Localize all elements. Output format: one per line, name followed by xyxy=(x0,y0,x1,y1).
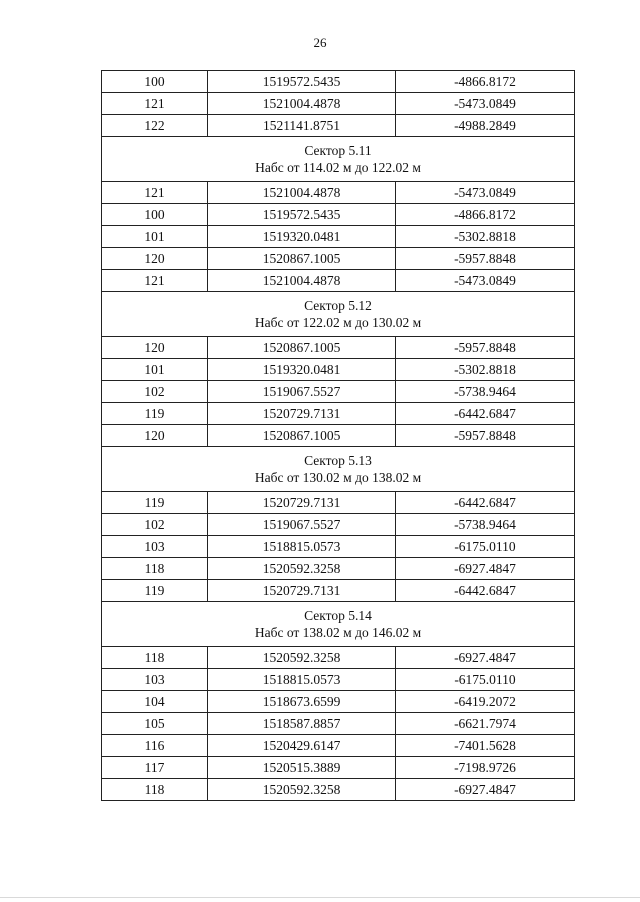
sector-height-range: Набс от 122.02 м до 130.02 м xyxy=(254,315,422,330)
y-coordinate-cell: -5957.8848 xyxy=(396,425,575,447)
scan-edge-line xyxy=(0,897,640,898)
table-row xyxy=(102,71,575,93)
x-coordinate-cell: 1520867.1005 xyxy=(208,425,396,447)
table-row xyxy=(102,226,575,248)
table-row xyxy=(102,536,575,558)
sector-header-cell xyxy=(102,447,575,492)
point-number-cell: 118 xyxy=(102,647,208,669)
x-coordinate-cell: 1520515.3889 xyxy=(208,757,396,779)
x-coordinate-cell: 1518673.6599 xyxy=(208,691,396,713)
sector-title: Сектор 5.12 xyxy=(304,298,372,313)
point-number-cell: 105 xyxy=(102,713,208,735)
coordinates-table-body xyxy=(102,71,575,801)
sector-height-range: Набс от 130.02 м до 138.02 м xyxy=(254,470,422,485)
point-number-cell: 100 xyxy=(102,204,208,226)
sector-height-range: Набс от 138.02 м до 146.02 м xyxy=(254,625,422,640)
sector-header-cell xyxy=(102,137,575,182)
x-coordinate-cell: 1519067.5527 xyxy=(208,514,396,536)
y-coordinate-cell: -5302.8818 xyxy=(396,226,575,248)
y-coordinate-cell: -5738.9464 xyxy=(396,381,575,403)
table-row xyxy=(102,359,575,381)
y-coordinate-cell: -5473.0849 xyxy=(396,182,575,204)
y-coordinate-cell: -6927.4847 xyxy=(396,779,575,801)
point-number-cell: 120 xyxy=(102,337,208,359)
point-number-cell: 122 xyxy=(102,115,208,137)
point-number-cell: 102 xyxy=(102,514,208,536)
sector-header-cell xyxy=(102,602,575,647)
x-coordinate-cell: 1520867.1005 xyxy=(208,248,396,270)
point-number-cell: 117 xyxy=(102,757,208,779)
y-coordinate-cell: -5957.8848 xyxy=(396,337,575,359)
y-coordinate-cell: -4866.8172 xyxy=(396,71,575,93)
x-coordinate-cell: 1521004.4878 xyxy=(208,93,396,115)
table-row xyxy=(102,580,575,602)
table-row xyxy=(102,514,575,536)
sector-title: Сектор 5.14 xyxy=(304,608,372,623)
point-number-cell: 119 xyxy=(102,492,208,514)
point-number-cell: 100 xyxy=(102,71,208,93)
sector-header-cell xyxy=(102,292,575,337)
table-row xyxy=(102,558,575,580)
y-coordinate-cell: -5473.0849 xyxy=(396,93,575,115)
x-coordinate-cell: 1519320.0481 xyxy=(208,226,396,248)
y-coordinate-cell: -6175.0110 xyxy=(396,669,575,691)
point-number-cell: 101 xyxy=(102,359,208,381)
y-coordinate-cell: -5957.8848 xyxy=(396,248,575,270)
table-row xyxy=(102,779,575,801)
y-coordinate-cell: -5738.9464 xyxy=(396,514,575,536)
x-coordinate-cell: 1521141.8751 xyxy=(208,115,396,137)
y-coordinate-cell: -6621.7974 xyxy=(396,713,575,735)
point-number-cell: 120 xyxy=(102,248,208,270)
table-row xyxy=(102,204,575,226)
sector-header-row xyxy=(102,447,575,492)
table-row xyxy=(102,337,575,359)
x-coordinate-cell: 1520729.7131 xyxy=(208,492,396,514)
y-coordinate-cell: -6175.0110 xyxy=(396,536,575,558)
x-coordinate-cell: 1519572.5435 xyxy=(208,204,396,226)
x-coordinate-cell: 1520729.7131 xyxy=(208,580,396,602)
table-row xyxy=(102,182,575,204)
point-number-cell: 121 xyxy=(102,182,208,204)
table-row xyxy=(102,757,575,779)
x-coordinate-cell: 1520592.3258 xyxy=(208,647,396,669)
sector-height-range: Набс от 114.02 м до 122.02 м xyxy=(255,160,421,175)
table-row xyxy=(102,248,575,270)
x-coordinate-cell: 1521004.4878 xyxy=(208,270,396,292)
sector-header-row xyxy=(102,137,575,182)
table-row xyxy=(102,691,575,713)
coordinates-table xyxy=(101,70,575,801)
y-coordinate-cell: -6927.4847 xyxy=(396,558,575,580)
table-row xyxy=(102,735,575,757)
point-number-cell: 102 xyxy=(102,381,208,403)
point-number-cell: 119 xyxy=(102,403,208,425)
sector-title: Сектор 5.11 xyxy=(304,143,372,158)
sector-header-row xyxy=(102,292,575,337)
sector-header-row xyxy=(102,602,575,647)
y-coordinate-cell: -6419.2072 xyxy=(396,691,575,713)
x-coordinate-cell: 1519572.5435 xyxy=(208,71,396,93)
y-coordinate-cell: -5302.8818 xyxy=(396,359,575,381)
table-row xyxy=(102,93,575,115)
point-number-cell: 104 xyxy=(102,691,208,713)
table-row xyxy=(102,381,575,403)
table-row xyxy=(102,115,575,137)
x-coordinate-cell: 1520592.3258 xyxy=(208,558,396,580)
point-number-cell: 119 xyxy=(102,580,208,602)
point-number-cell: 121 xyxy=(102,270,208,292)
x-coordinate-cell: 1520592.3258 xyxy=(208,779,396,801)
x-coordinate-cell: 1518587.8857 xyxy=(208,713,396,735)
y-coordinate-cell: -4866.8172 xyxy=(396,204,575,226)
y-coordinate-cell: -5473.0849 xyxy=(396,270,575,292)
table-row xyxy=(102,492,575,514)
x-coordinate-cell: 1519067.5527 xyxy=(208,381,396,403)
table-row xyxy=(102,713,575,735)
x-coordinate-cell: 1521004.4878 xyxy=(208,182,396,204)
y-coordinate-cell: -6927.4847 xyxy=(396,647,575,669)
table-row xyxy=(102,669,575,691)
point-number-cell: 118 xyxy=(102,558,208,580)
point-number-cell: 101 xyxy=(102,226,208,248)
point-number-cell: 120 xyxy=(102,425,208,447)
point-number-cell: 103 xyxy=(102,536,208,558)
point-number-cell: 103 xyxy=(102,669,208,691)
x-coordinate-cell: 1520429.6147 xyxy=(208,735,396,757)
x-coordinate-cell: 1519320.0481 xyxy=(208,359,396,381)
x-coordinate-cell: 1520729.7131 xyxy=(208,403,396,425)
y-coordinate-cell: -4988.2849 xyxy=(396,115,575,137)
x-coordinate-cell: 1518815.0573 xyxy=(208,669,396,691)
y-coordinate-cell: -6442.6847 xyxy=(396,403,575,425)
x-coordinate-cell: 1518815.0573 xyxy=(208,536,396,558)
sector-title: Сектор 5.13 xyxy=(304,453,372,468)
page-number: 26 xyxy=(313,35,327,50)
table-row xyxy=(102,425,575,447)
point-number-cell: 118 xyxy=(102,779,208,801)
y-coordinate-cell: -6442.6847 xyxy=(396,580,575,602)
y-coordinate-cell: -7401.5628 xyxy=(396,735,575,757)
table-row xyxy=(102,270,575,292)
table-row xyxy=(102,647,575,669)
point-number-cell: 116 xyxy=(102,735,208,757)
y-coordinate-cell: -6442.6847 xyxy=(396,492,575,514)
table-row xyxy=(102,403,575,425)
point-number-cell: 121 xyxy=(102,93,208,115)
y-coordinate-cell: -7198.9726 xyxy=(396,757,575,779)
x-coordinate-cell: 1520867.1005 xyxy=(208,337,396,359)
